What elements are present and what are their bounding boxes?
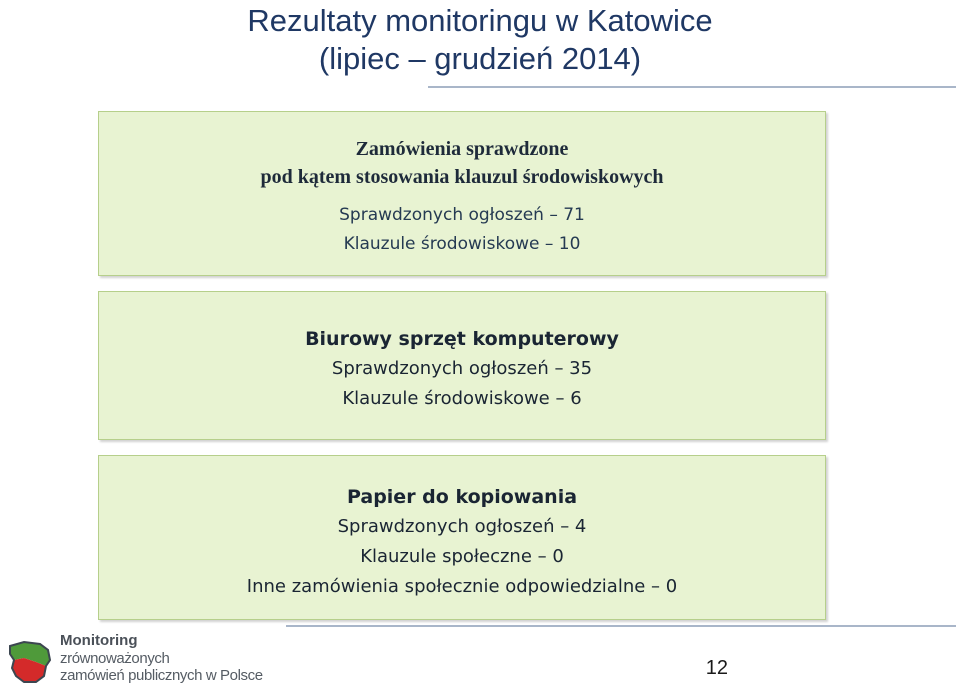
logo-line: zrównoważonych [60,650,170,667]
summary-box-copy-paper [98,455,826,620]
summary-box-all-orders [98,111,826,276]
box-item: Inne zamówienia społecznie odpowiedzialne – 0 [246,576,678,597]
box-item: Sprawdzonych ogłoszeń – 4 [337,516,587,537]
slide-title [0,0,960,78]
bottom-divider [286,625,956,627]
top-divider [428,86,956,88]
box-heading-line: Biurowy sprzęt komputerowy [305,328,619,350]
box-heading-line: Zamówienia sprawdzone [355,138,569,160]
page-number: 12 [705,657,728,679]
box-heading-line: Papier do kopiowania [346,486,578,508]
title-line-1: Rezultaty monitoringu w Katowice [247,3,713,38]
box-heading-line: pod kątem stosowania klauzul środowiskowych [260,166,664,188]
logo-line: Monitoring [60,632,138,649]
logo-line: zamówień publicznych w Polsce [60,667,263,684]
title-line-2: (lipiec – grudzień 2014) [318,41,642,76]
box-item: Klauzule społeczne – 0 [360,546,564,567]
box-items [99,201,825,259]
box-item: Klauzule środowiskowe – 6 [342,388,582,409]
summary-box-computer-equipment [98,291,826,440]
logo-text [60,632,263,684]
box-item: Sprawdzonych ogłoszeń – 35 [331,358,593,379]
poland-map-icon [6,638,54,686]
box-item: Klauzule środowiskowe – 10 [343,234,581,254]
footer-logo [6,632,306,688]
box-item: Sprawdzonych ogłoszeń – 71 [339,205,585,225]
